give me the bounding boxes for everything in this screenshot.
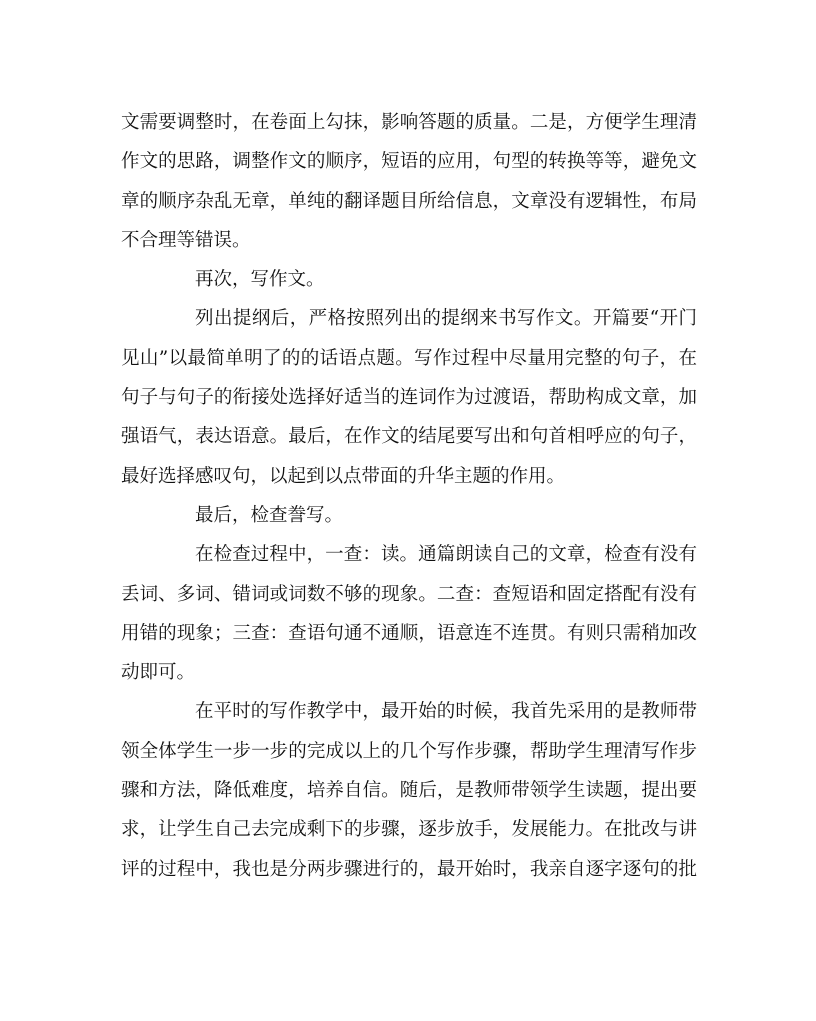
text-line: 领全体学生一步一步的完成以上的几个写作步骤，帮助学生理清写作步 (121, 740, 697, 762)
text-line: 用错的现象；三查：查语句通不通顺，语意连不连贯。有则只需稍加改 (121, 622, 697, 644)
section-heading: 最后，检查誊写。 (195, 504, 344, 526)
text-line: 强语气，表达语意。最后，在作文的结尾要写出和句首相呼应的句子， (121, 426, 697, 448)
text-line: 章的顺序杂乱无章，单纯的翻译题目所给信息，文章没有逻辑性，布局 (121, 190, 697, 212)
document-body (121, 103, 697, 889)
text-line: 句子与句子的衔接处选择好适当的连词作为过渡语，帮助构成文章，加 (121, 387, 697, 409)
text-line: 文需要调整时，在卷面上勾抹，影响答题的质量。二是，方便学生理清 (121, 112, 697, 133)
text-line: 丢词、多词、错词或词数不够的现象。二查：查短语和固定搭配有没有 (121, 583, 697, 605)
text-line: 在检查过程中，一查：读。通篇朗读自己的文章，检查有没有 (195, 544, 697, 566)
text-line: 求，让学生自己去完成剩下的步骤，逐步放手，发展能力。在批改与讲 (121, 819, 697, 841)
text-line: 最好选择感叹句，以起到以点带面的升华主题的作用。 (121, 465, 566, 487)
text-line: 评的过程中，我也是分两步骤进行的，最开始时，我亲自逐字逐句的批 (121, 858, 697, 880)
text-line: 动即可。 (121, 662, 196, 684)
text-line: 在平时的写作教学中，最开始的时候，我首先采用的是教师带 (195, 701, 697, 723)
text-line: 列出提纲后，严格按照列出的提纲来书写作文。开篇要“开门 (195, 308, 697, 330)
text-line: 作文的思路，调整作文的顺序，短语的应用，句型的转换等等，避免文 (121, 151, 697, 173)
section-heading: 再次，写作文。 (195, 269, 325, 291)
text-line: 骤和方法，降低难度，培养自信。随后，是教师带领学生读题，提出要 (121, 780, 697, 802)
text-line: 见山”以最简单明了的的话语点题。写作过程中尽量用完整的句子，在 (121, 347, 697, 369)
text-line: 不合理等错误。 (121, 229, 251, 251)
